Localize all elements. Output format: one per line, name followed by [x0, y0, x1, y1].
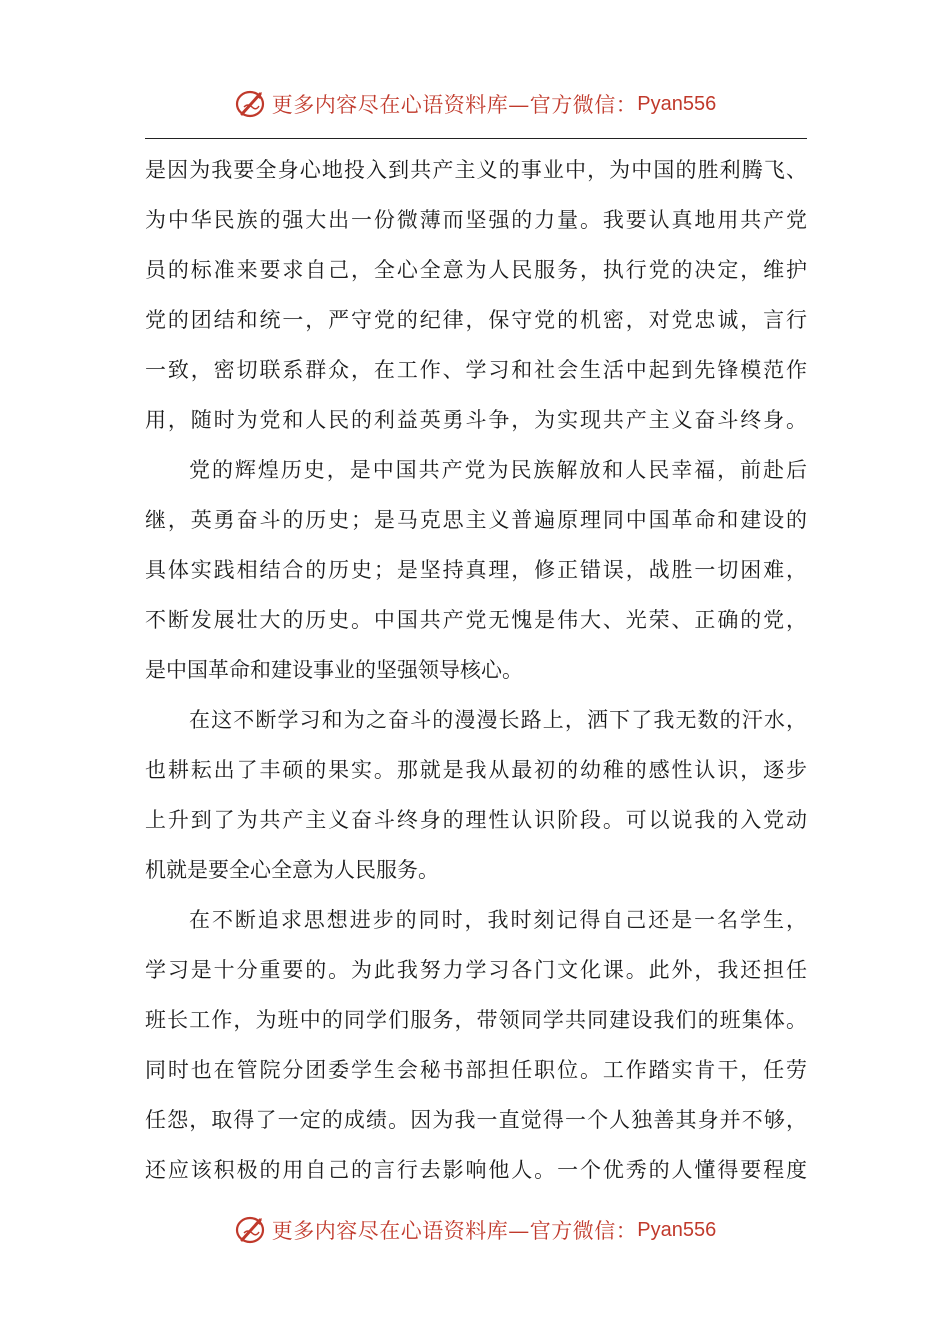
text-line: 为中华民族的强大出一份微薄而坚强的力量。我要认真地用共产党 [145, 208, 807, 232]
header-divider [145, 138, 807, 139]
text-line: 学习是十分重要的。为此我努力学习各门文化课。此外，我还担任 [145, 958, 807, 982]
text-line: 是中国革命和建设事业的坚强领导核心。 [145, 658, 523, 682]
document-body [145, 145, 807, 1195]
paragraph-start-line: 党的辉煌历史，是中国共产党为民族解放和人民幸福，前赴后 [189, 458, 807, 482]
text-line: 任怨，取得了一定的成绩。因为我一直觉得一个人独善其身并不够， [145, 1108, 807, 1132]
header-banner-text: 更多内容尽在心语资料库—官方微信： [271, 93, 638, 117]
text-line: 同时也在管院分团委学生会秘书部担任职位。工作踏实肯干，任劳 [145, 1058, 807, 1082]
text-line: 员的标准来要求自己，全心全意为人民服务，执行党的决定，维护 [145, 258, 807, 282]
footer-banner [0, 1210, 950, 1250]
pen-logo-icon [234, 1213, 268, 1247]
text-line: 机就是要全心全意为人民服务。 [145, 858, 439, 882]
footer-wechat-id: Pyan556 [637, 1218, 717, 1241]
text-line: 上升到了为共产主义奋斗终身的理性认识阶段。可以说我的入党动 [145, 808, 807, 832]
text-line: 班长工作，为班中的同学们服务，带领同学共同建设我们的班集体。 [145, 1008, 807, 1032]
paragraph-start-line: 在不断追求思想进步的同时，我时刻记得自己还是一名学生， [189, 908, 807, 932]
paragraph-start-line: 在这不断学习和为之奋斗的漫漫长路上，洒下了我无数的汗水， [189, 708, 807, 732]
text-line: 用，随时为党和人民的利益英勇斗争，为实现共产主义奋斗终身。 [145, 408, 807, 432]
text-line: 还应该积极的用自己的言行去影响他人。一个优秀的人懂得要程度 [145, 1158, 807, 1182]
text-line: 具体实践相结合的历史；是坚持真理，修正错误，战胜一切困难， [145, 558, 807, 582]
footer-banner-text: 更多内容尽在心语资料库—官方微信： [271, 1219, 638, 1243]
text-line: 是因为我要全身心地投入到共产主义的事业中，为中国的胜利腾飞、 [145, 158, 807, 182]
text-line: 一致，密切联系群众，在工作、学习和社会生活中起到先锋模范作 [145, 358, 807, 382]
header-banner [0, 84, 950, 124]
text-line: 继，英勇奋斗的历史；是马克思主义普遍原理同中国革命和建设的 [145, 508, 807, 532]
text-line: 党的团结和统一，严守党的纪律，保守党的机密，对党忠诚，言行 [145, 308, 807, 332]
text-line: 不断发展壮大的历史。中国共产党无愧是伟大、光荣、正确的党， [145, 608, 807, 632]
text-line: 也耕耘出了丰硕的果实。那就是我从最初的幼稚的感性认识，逐步 [145, 758, 807, 782]
header-wechat-id: Pyan556 [637, 92, 717, 115]
pen-logo-icon [234, 87, 268, 121]
